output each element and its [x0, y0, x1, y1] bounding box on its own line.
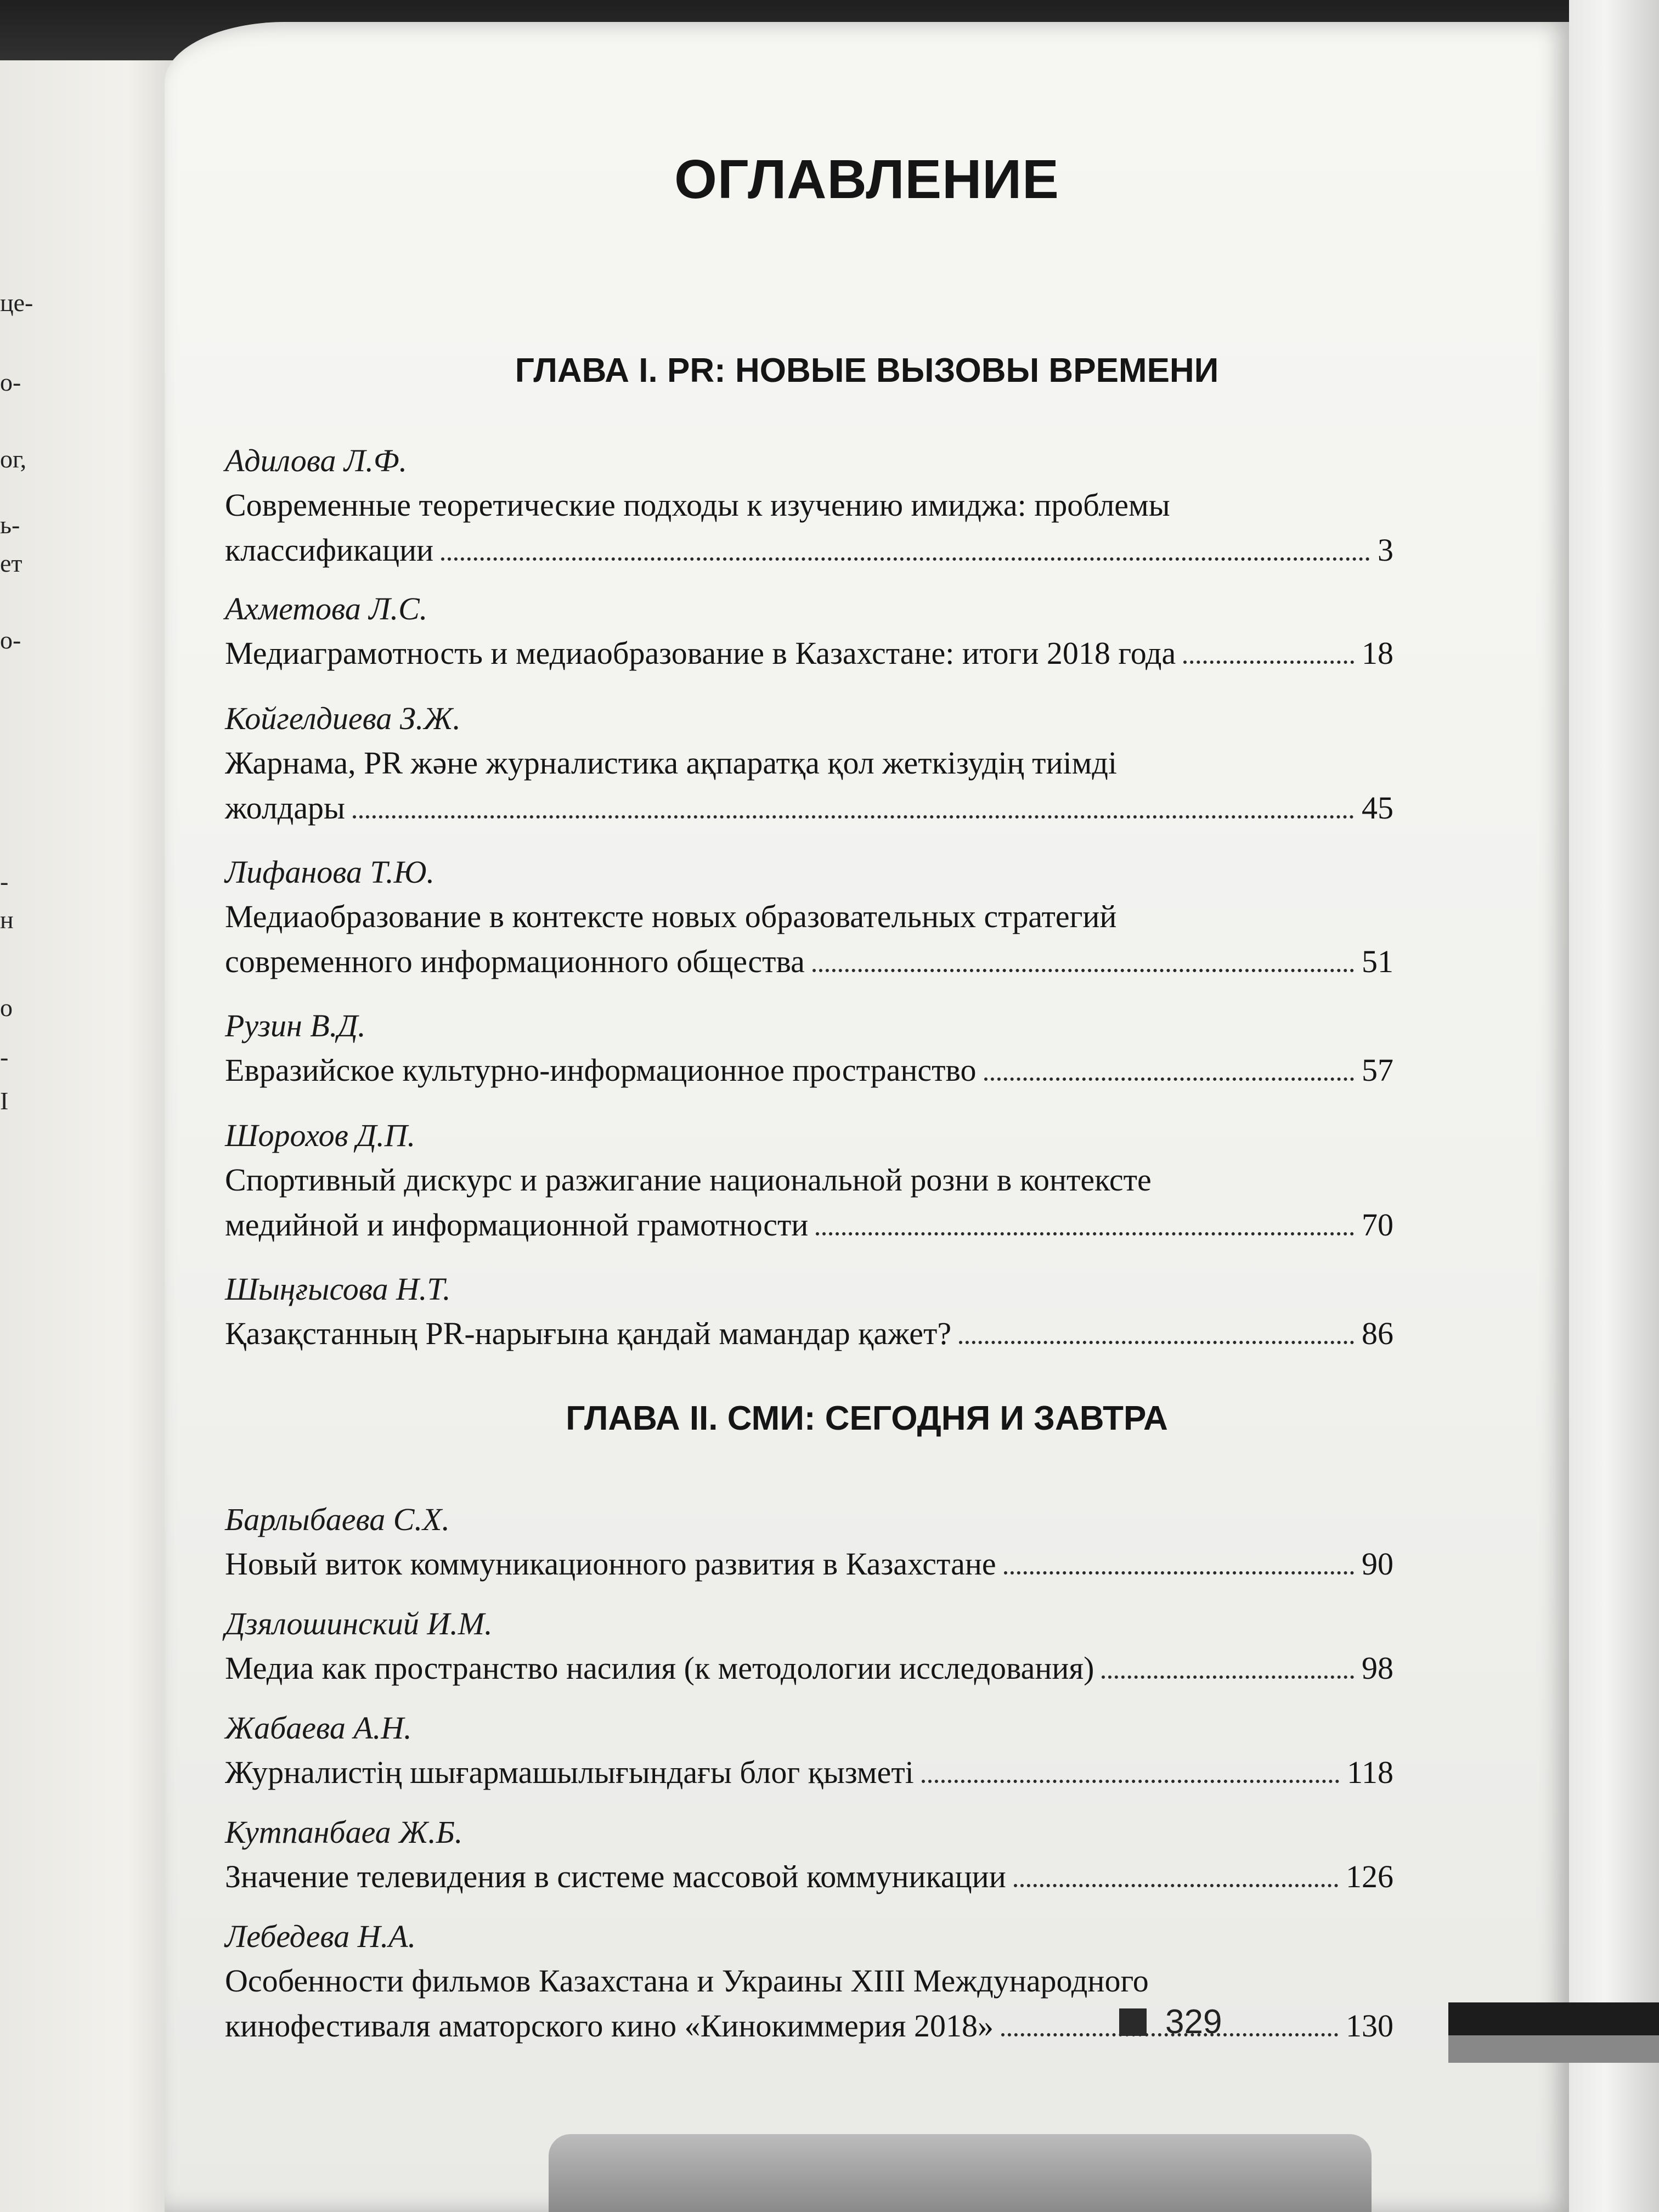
left-fragment: ет — [0, 549, 22, 577]
toc-entry — [225, 1602, 1393, 1691]
dot-leader — [959, 1341, 1354, 1344]
entry-title-text: Медиа как пространство насилия (к методологии исследования) — [225, 1650, 1094, 1686]
folio-square-icon — [1119, 2008, 1147, 2036]
entry-author: Рузин В.Д. — [225, 1008, 366, 1043]
chapter-heading: ГЛАВА II. СМИ: СЕГОДНЯ И ЗАВТРА — [566, 1400, 1168, 1437]
entry-author: Барлыбаева С.Х. — [225, 1502, 450, 1537]
entry-title-last — [225, 631, 1393, 676]
left-fragment: о — [0, 994, 13, 1022]
left-fragment: ь- — [0, 511, 20, 539]
page-number: 126 — [1346, 1859, 1393, 1894]
toc-entry — [225, 587, 1393, 676]
entry-author: Шыңғысова Н.Т. — [225, 1271, 451, 1307]
page-number: 70 — [1362, 1207, 1393, 1243]
entry-author: Ахметова Л.С. — [225, 591, 428, 627]
toc-page — [165, 22, 1569, 2212]
entry-author: Лифанова Т.Ю. — [225, 854, 435, 890]
left-fragment: це- — [0, 289, 33, 317]
toc-entry — [225, 1267, 1393, 1356]
entry-title-line: Современные теоретические подходы к изучению имиджа: проблемы — [225, 487, 1170, 523]
dot-leader — [1014, 1884, 1338, 1887]
page-number: 51 — [1362, 944, 1393, 979]
left-fragment: - — [0, 867, 9, 895]
page-number: 45 — [1362, 790, 1393, 826]
entry-title-text: жолдары — [225, 790, 346, 826]
left-fragment: о- — [0, 626, 21, 654]
entry-title-last — [225, 1646, 1393, 1691]
page-stack-edge — [1569, 0, 1659, 2212]
dot-leader — [922, 1780, 1339, 1783]
binder-clip — [549, 2134, 1372, 2212]
page-number: 90 — [1362, 1546, 1393, 1582]
footer-band — [1448, 2002, 1659, 2035]
dot-leader — [816, 1232, 1354, 1235]
page-number: 130 — [1346, 2008, 1393, 2044]
entry-title-last — [225, 1854, 1393, 1899]
dot-leader — [441, 557, 1370, 561]
toc-entry — [225, 697, 1393, 831]
entry-author: Шорохов Д.П. — [225, 1118, 416, 1153]
dot-leader — [812, 969, 1354, 972]
entry-title-text: Значение телевидения в системе массовой коммуникации — [225, 1859, 1006, 1894]
page-number: 86 — [1362, 1316, 1393, 1351]
entry-title-last — [225, 786, 1393, 831]
entry-title-text: Журналистің шығармашылығындағы блог қызметі — [225, 1754, 914, 1790]
chapter-heading: ГЛАВА I. PR: НОВЫЕ ВЫЗОВЫ ВРЕМЕНИ — [515, 352, 1219, 390]
entry-title-last — [225, 939, 1393, 984]
footer-band-shade — [1448, 2035, 1659, 2063]
entry-author: Кутпанбаеа Ж.Б. — [225, 1814, 463, 1850]
left-fragment: ог, — [0, 445, 27, 473]
entry-title-text: медийной и информационной грамотности — [225, 1207, 809, 1243]
toc-entry — [225, 439, 1393, 573]
entry-title-text: кинофестиваля аматорского кино «Кинокиммерия 2018» — [225, 2008, 994, 2044]
entry-title-last — [225, 1311, 1393, 1356]
left-fragment: н — [0, 906, 14, 934]
entry-author: Адилова Л.Ф. — [225, 443, 407, 478]
dot-leader — [1004, 1571, 1354, 1575]
entry-author: Жабаева А.Н. — [225, 1710, 412, 1746]
dot-leader — [1183, 661, 1354, 664]
entry-title-text: Евразийское культурно-информационное пространство — [225, 1052, 977, 1088]
entry-title-line: Особенности фильмов Казахстана и Украины XIII Международного — [225, 1963, 1149, 1999]
entry-title-line: Спортивный дискурс и разжигание национальной розни в контексте — [225, 1162, 1152, 1198]
entry-author: Дзялошинский И.М. — [225, 1606, 493, 1641]
page-number: 3 — [1378, 532, 1393, 568]
entry-title-text: Медиаграмотность и медиаобразование в Казахстане: итоги 2018 года — [225, 635, 1176, 671]
toc-entry — [225, 850, 1393, 984]
entry-title-last — [225, 1203, 1393, 1248]
entry-author: Лебедева Н.А. — [225, 1918, 416, 1954]
page-number: 57 — [1362, 1052, 1393, 1088]
page-title: ОГЛАВЛЕНИЕ — [674, 149, 1059, 210]
entry-title-last — [225, 1542, 1393, 1587]
entry-title-text: классификации — [225, 532, 434, 568]
entry-title-text: Новый виток коммуникационного развития в Казахстане — [225, 1546, 996, 1582]
toc-entry — [225, 1810, 1393, 1899]
left-fragment: о- — [0, 368, 21, 396]
toc-entry — [225, 1004, 1393, 1093]
dot-leader — [984, 1077, 1355, 1081]
entry-title-last — [225, 1750, 1393, 1795]
dot-leader — [353, 815, 1354, 819]
left-page — [0, 60, 181, 2212]
entry-title-last — [225, 528, 1393, 573]
toc-entry — [225, 1706, 1393, 1795]
dot-leader — [1102, 1675, 1354, 1679]
entry-title-line: Медиаобразование в контексте новых образовательных стратегий — [225, 899, 1117, 934]
entry-title-text: современного информационного общества — [225, 944, 805, 979]
toc-entry — [225, 1114, 1393, 1248]
left-fragment: - — [0, 1043, 9, 1071]
entry-author: Койгелдиева З.Ж. — [225, 701, 461, 736]
entry-title-line: Жарнама, PR және журналистика ақпаратқа қол жеткізудің тиімді — [225, 745, 1117, 781]
page-number: 18 — [1362, 635, 1393, 671]
folio — [1119, 2002, 1222, 2041]
toc-entry — [225, 1498, 1393, 1587]
folio-number: 329 — [1165, 2003, 1222, 2041]
page-number: 98 — [1362, 1650, 1393, 1686]
page-number: 118 — [1347, 1754, 1393, 1790]
entry-title-text: Қазақстанның PR-нарығына қандай мамандар қажет? — [225, 1316, 952, 1351]
left-fragment: I — [0, 1087, 9, 1115]
entry-title-last — [225, 1048, 1393, 1093]
